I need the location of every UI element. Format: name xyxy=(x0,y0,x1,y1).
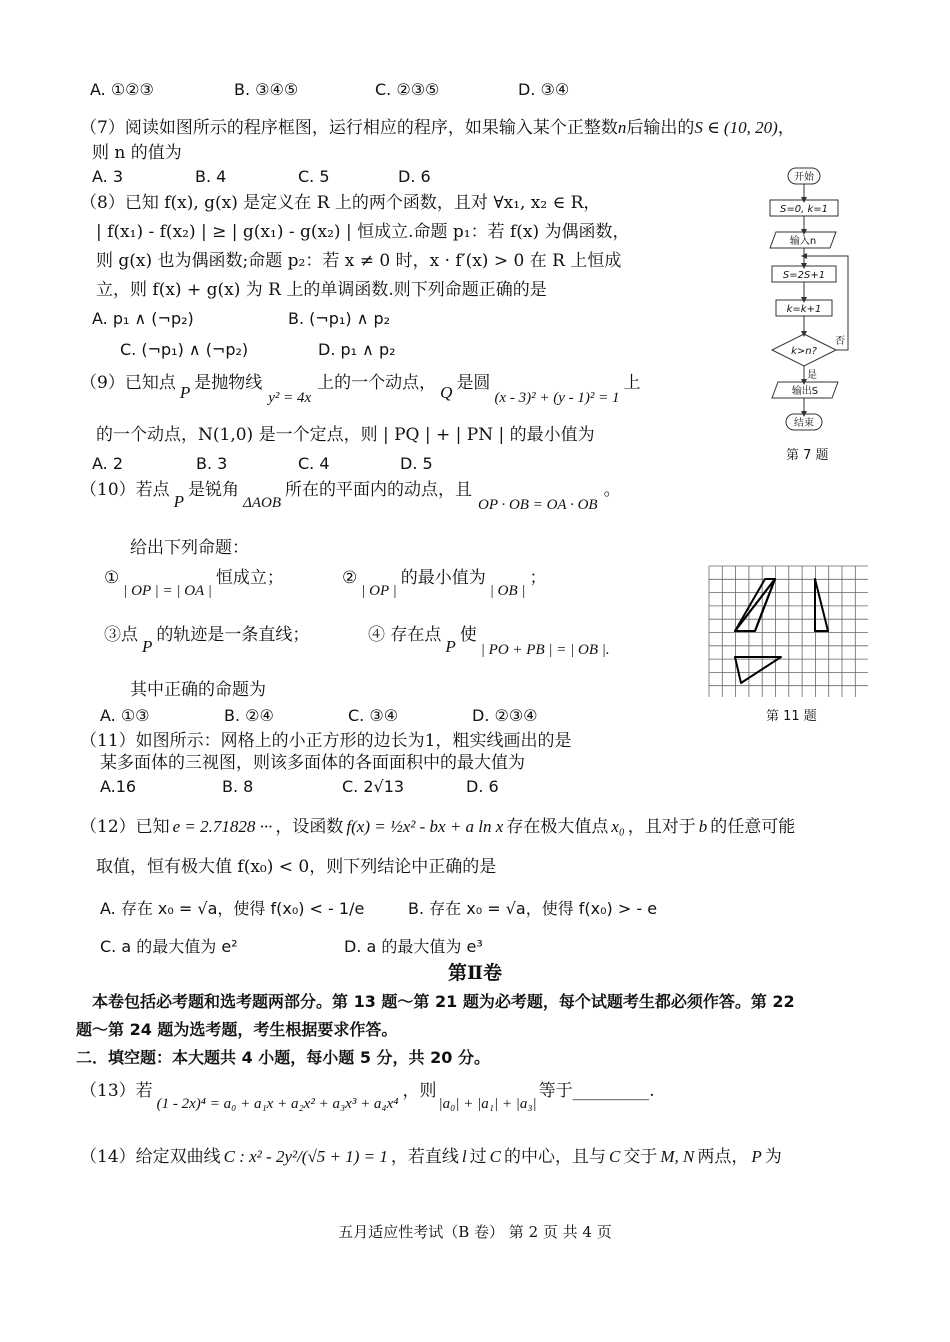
section-intro-1: 本卷包括必考题和选考题两部分。第 13 题～第 21 题为必考题，每个试题考生都必须作答。第 22 xyxy=(92,992,795,1011)
q12-option-b: B. 存在 x₀ = √a，使得 f(x₀) > - e xyxy=(408,899,658,918)
q10-prop-4: ④ 存在点P使| PO + PB | = | OB |. xyxy=(368,625,610,658)
prev-option-a: A. ①②③ xyxy=(90,80,154,99)
q12-option-d: D. a 的最大值为 e³ xyxy=(344,937,483,956)
q11-option-a: A.16 xyxy=(100,777,137,796)
flow-step1-label: S=2S+1 xyxy=(782,270,826,281)
q12-line-2: 取值，恒有极大值 f(x₀) < 0，则下列结论中正确的是 xyxy=(96,857,497,877)
q9-option-b: B. 3 xyxy=(196,454,228,473)
q12-option-c: C. a 的最大值为 e² xyxy=(100,937,238,956)
q10-prop-1: ①| OP | = | OA |恒成立； xyxy=(104,568,284,599)
q7-option-c: C. 5 xyxy=(298,167,330,186)
q10-option-d: D. ②③④ xyxy=(472,706,538,725)
q10-line-5: 其中正确的命题为 xyxy=(130,680,266,700)
flow-end-label: 结束 xyxy=(794,418,814,429)
q11-option-d: D. 6 xyxy=(466,777,499,796)
q11-option-b: B. 8 xyxy=(222,777,254,796)
q8-line-3: 则 g(x) 也为偶函数;命题 p₂：若 x ≠ 0 时，x · f′(x) > 0 在 R 上恒成 xyxy=(96,251,622,271)
q8-option-d: D. p₁ ∧ p₂ xyxy=(318,340,396,359)
q12-line-1: （12）已知 e = 2.71828 ··· ，设函数 f(x) = ½x² - bx + a ln x 存在极大值点 x₀ ，且对于 b 的任意可能 xyxy=(80,817,796,837)
flow-output-label: 输出S xyxy=(791,386,819,397)
q11-line-2: 某多面体的三视图，则该多面体的各面面积中的最大值为 xyxy=(100,753,525,773)
q10-line-1: （10）若点P是锐角ΔAOB所在的平面内的动点，且OP · OB = OA · OB。 xyxy=(80,480,621,513)
q7-option-d: D. 6 xyxy=(398,167,431,186)
top-view-shape xyxy=(735,657,781,683)
flow-start-label: 开始 xyxy=(794,172,814,183)
figure11-caption: 第 11 题 xyxy=(766,709,817,724)
flowchart-figure xyxy=(758,160,858,450)
grid-lines xyxy=(709,566,868,697)
section-title: 第Ⅱ卷 xyxy=(447,962,502,984)
q8-option-b: B. (¬p₁) ∧ p₂ xyxy=(288,309,391,328)
q7-option-a: A. 3 xyxy=(92,167,124,186)
figure7-caption: 第 7 题 xyxy=(786,448,829,463)
q7-stem-2: 则 n 的值为 xyxy=(92,143,182,163)
side-view-shape xyxy=(815,579,828,631)
flow-init-label: S=0, k=1 xyxy=(780,204,828,215)
q10-option-a: A. ①③ xyxy=(100,706,150,725)
flow-input-label: 输入n xyxy=(789,236,817,247)
q9-option-d: D. 5 xyxy=(400,454,433,473)
prev-option-b: B. ③④⑤ xyxy=(234,80,299,99)
q10-line-2: 给出下列命题： xyxy=(130,538,249,558)
q10-prop-2: ②| OP |的最小值为| OB |； xyxy=(342,568,547,599)
q8-line-2: | f(x₁) - f(x₂) | ≥ | g(x₁) - g(x₂) | 恒成立.命题 p₁：若 f(x) 为偶函数， xyxy=(96,222,630,242)
q12-option-a: A. 存在 x₀ = √a，使得 f(x₀) < - 1/e xyxy=(100,899,365,918)
flow-yes-label: 是 xyxy=(807,370,817,381)
fill-blank-header: 二．填空题：本大题共 4 小题，每小题 5 分，共 20 分。 xyxy=(76,1048,490,1067)
q9-line-2: 的一个动点，N(1,0) 是一个定点，则 | PQ | + | PN | 的最小值为 xyxy=(96,425,595,445)
q8-line-1: （8）已知 f(x), g(x) 是定义在 R 上的两个函数，且对 ∀x₁, x₂ ∈ R， xyxy=(80,193,601,213)
flow-no-label: 否 xyxy=(835,336,845,347)
q11-option-c: C. 2√13 xyxy=(342,777,405,796)
three-view-figure xyxy=(708,565,868,697)
q9-line-1: （9）已知点 P 是抛物线y² = 4x上的一个动点， Q 是圆(x - 3)² + (y - 1)² = 1上 xyxy=(80,373,641,406)
q14-line: （14）给定双曲线 C : x² - 2y²/(√5 + 1) = 1 ，若直线 l 过 C 的中心，且与 C 交于 M, N 两点， P 为 xyxy=(80,1147,782,1167)
page-footer: 五月适应性考试（B 卷） 第 2 页 共 4 页 xyxy=(338,1223,612,1241)
prev-option-d: D. ③④ xyxy=(518,80,570,99)
q7-option-b: B. 4 xyxy=(195,167,227,186)
q11-line-1: （11）如图所示：网格上的小正方形的边长为1，粗实线画出的是 xyxy=(80,731,572,751)
q10-option-c: C. ③④ xyxy=(348,706,399,725)
flow-cond-label: k>n? xyxy=(791,346,817,357)
q10-prop-3: ③点P的轨迹是一条直线； xyxy=(104,625,310,656)
prev-option-c: C. ②③⑤ xyxy=(375,80,440,99)
front-view-diagonal xyxy=(735,579,775,631)
section-intro-2: 题～第 24 题为选考题，考生根据要求作答。 xyxy=(76,1020,398,1039)
q10-option-b: B. ②④ xyxy=(224,706,274,725)
q7-stem: （7）阅读如图所示的程序框图，运行相应的程序，如果输入某个正整数n后输出的S ∈ (10, 20)， xyxy=(80,118,795,138)
q9-option-c: C. 4 xyxy=(298,454,330,473)
q8-option-c: C. (¬p₁) ∧ (¬p₂) xyxy=(120,340,249,359)
flow-step2-label: k=k+1 xyxy=(786,304,822,315)
q8-option-a: A. p₁ ∧ (¬p₂) xyxy=(92,309,194,328)
q9-option-a: A. 2 xyxy=(92,454,124,473)
q13-line: （13）若(1 - 2x)⁴ = a₀ + a₁x + a₂x² + a₃x³ + a₄x⁴，则|a₀| + |a₁| + |a₃|等于_________. xyxy=(80,1081,655,1112)
q8-line-4: 立，则 f(x) + g(x) 为 R 上的单调函数.则下列命题正确的是 xyxy=(96,280,547,300)
